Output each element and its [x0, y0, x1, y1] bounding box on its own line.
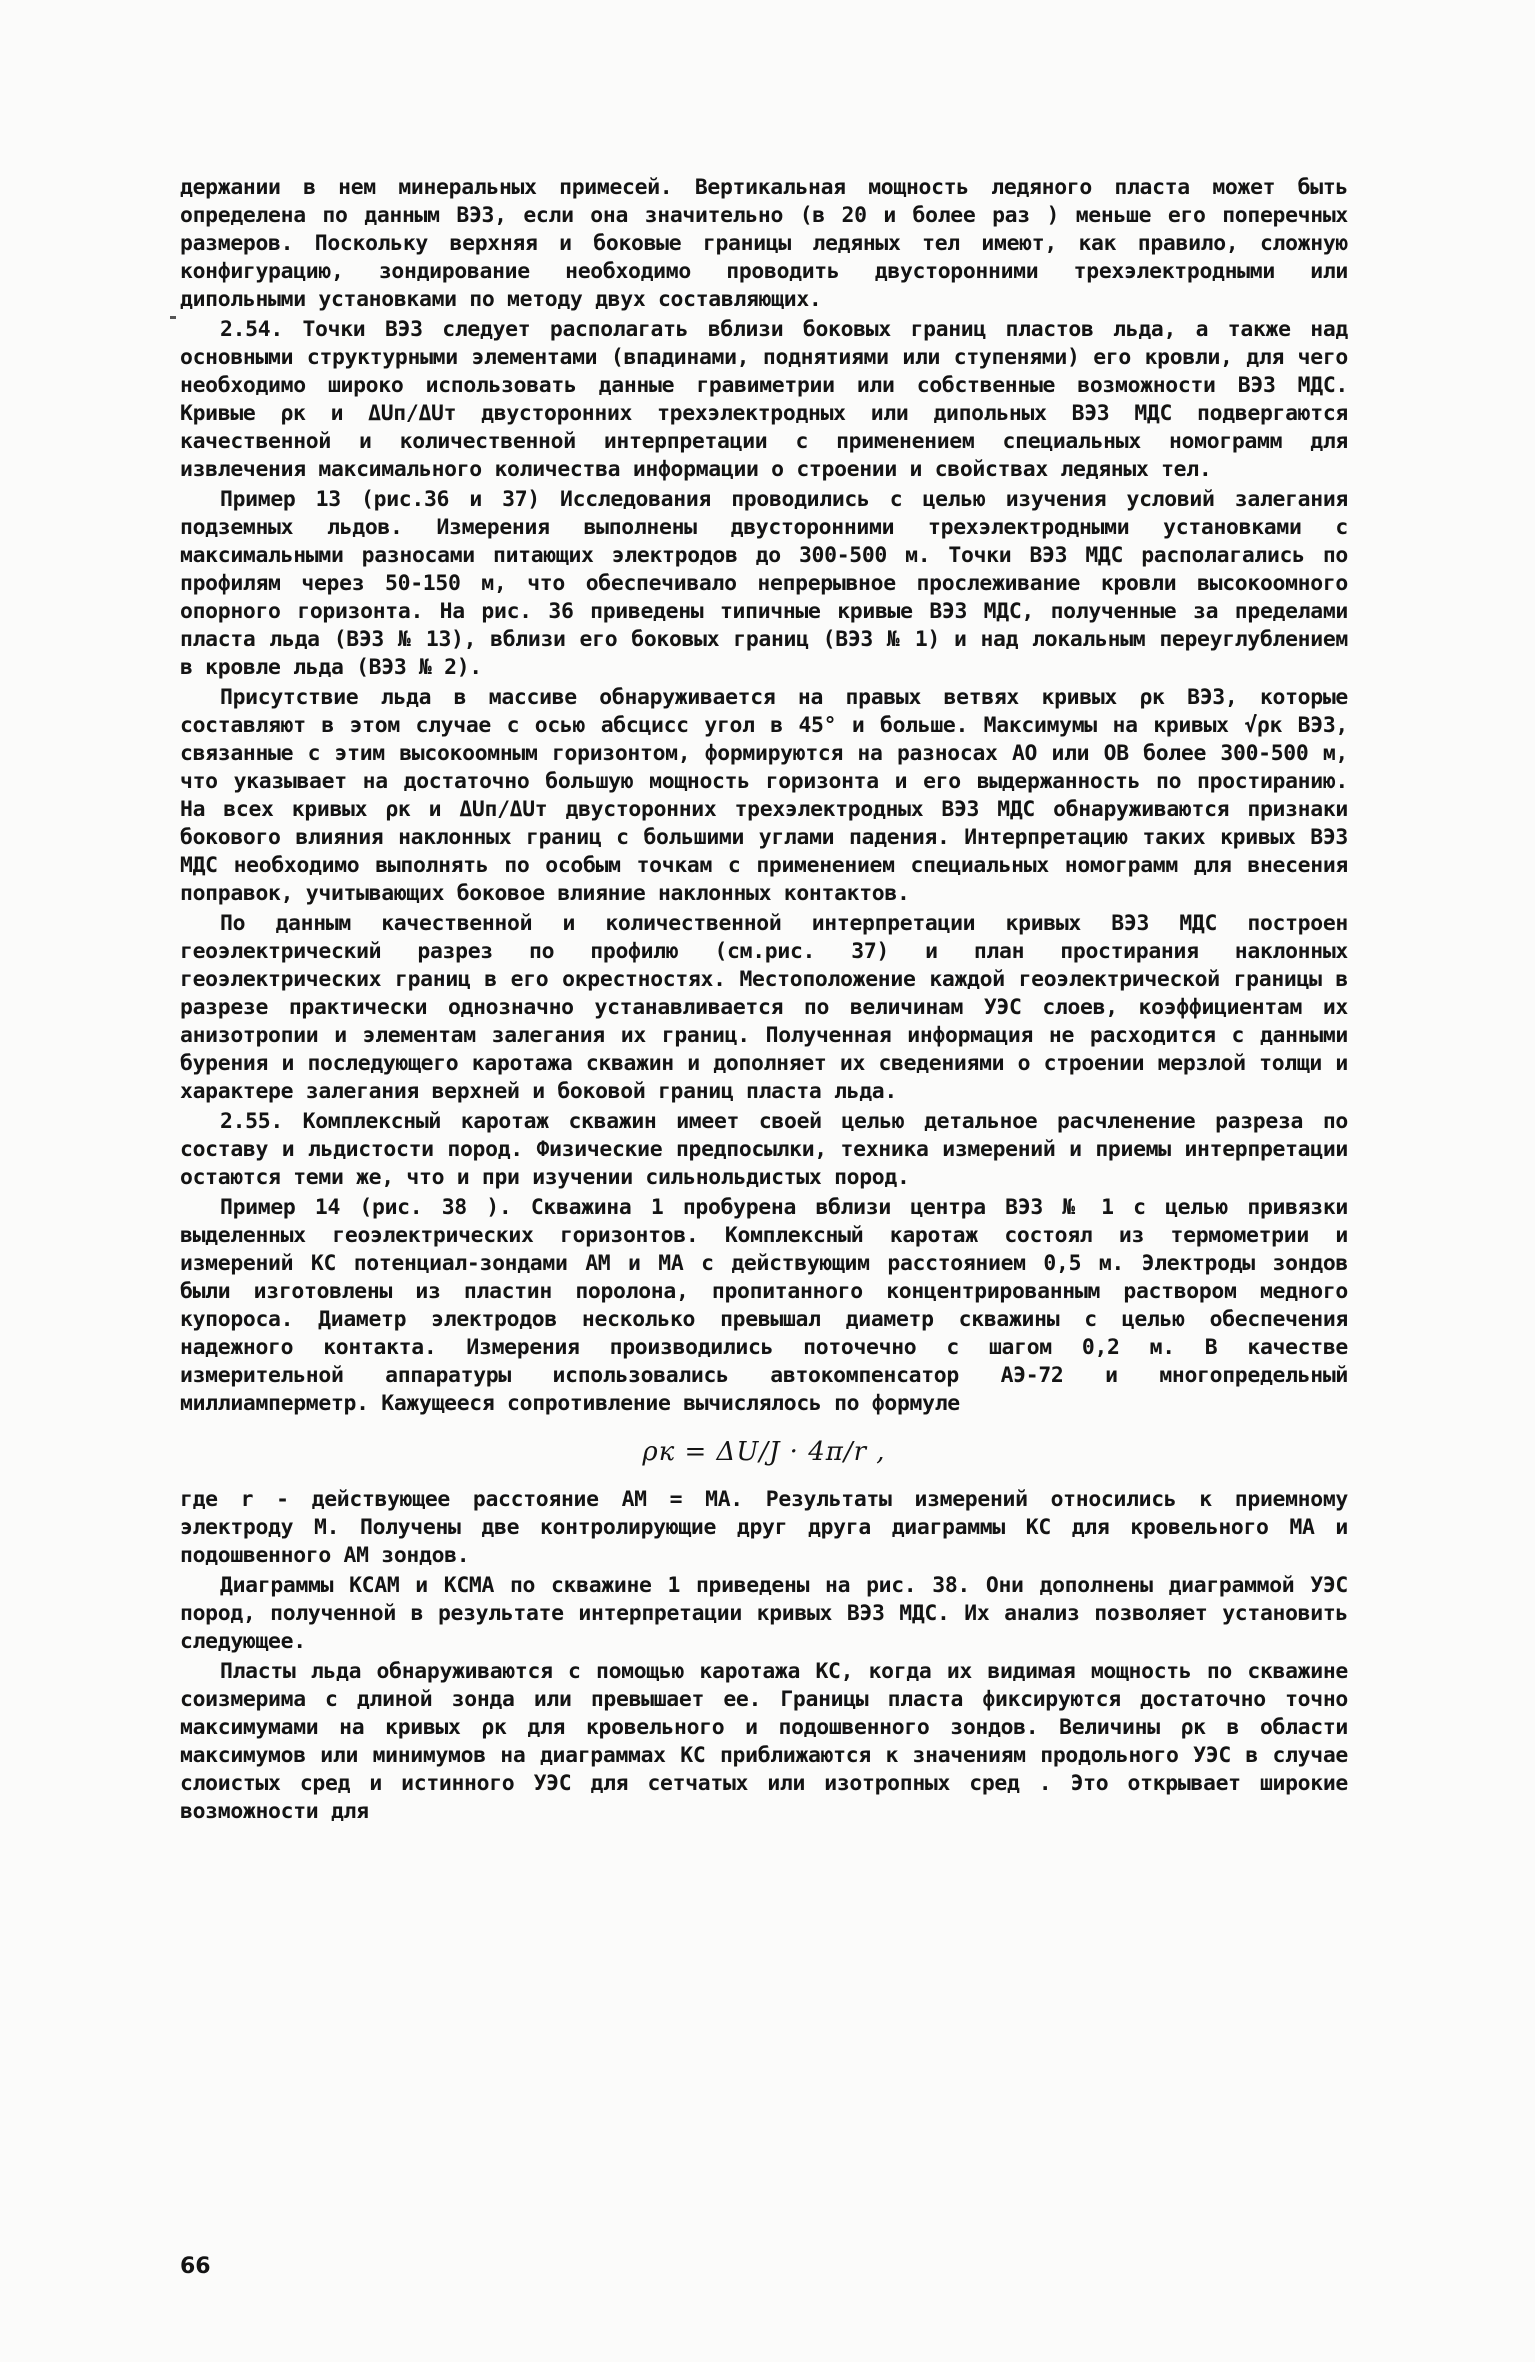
- paragraph-ice-layers: Пласты льда обнаруживаются с помощью каротажа КС, когда их видимая мощность по скважине соизмерима с длиной зонда или превышает ее. Границы пласта фиксируются достаточно точно максимумами на кривых ρк для кровельного и подошвенного зондов. Величины ρк в области максимумов или минимумов на диаграммах КС приближаются к значениям продольного УЭС в случае слоистых сред и истинного УЭС для сетчатых или изотропных сред . Это открывает широкие возможности для: [180, 1659, 1348, 1824]
- paragraph-ice-presence: Присутствие льда в массиве обнаруживается на правых ветвях кривых ρк ВЭЗ, которые составляют в этом случае с осью абсцисс угол в 45° и больше. Максимумы на кривых √ρк ВЭЗ, связанные с этим высокоомным горизонтом, формируются на разносах АО или ОВ более 300-500 м, что указывает на достаточно большую мощность горизонта и его выдержанность по простиранию. На всех кривых ρк и ΔUп/ΔUт двусторонних трехэлектродных ВЭЗ МДС обнаруживаются признаки бокового влияния наклонных границ с большими углами падения. Интерпретацию таких кривых ВЭЗ МДС необходимо выполнять по особым точкам с применением специальных номограмм для внесения поправок, учитывающих боковое влияние наклонных контактов.: [180, 685, 1348, 906]
- paragraph-where: где r - действующее расстояние АМ = МА. Результаты измерений относились к приемному электроду М. Получены две контролирующие друг друга диаграммы КС для кровельного МА и подошвенного АМ зондов.: [180, 1487, 1348, 1568]
- paragraph-2-55: 2.55. Комплексный каротаж скважин имеет своей целью детальное расчленение разреза по составу и льдистости пород. Физические предпосылки, техника измерений и приемы интерпретации остаются теми же, что и при изучении сильнольдистых пород.: [180, 1109, 1348, 1190]
- paragraph-interpretation: По данным качественной и количественной интерпретации кривых ВЭЗ МДС построен геоэлектрический разрез по профилю (см.рис. 37) и план простирания наклонных геоэлектрических границ в его окрестностях. Местоположение каждой геоэлектрической границы в разрезе практически однозначно устанавливается по величинам УЭС слоев, коэффициентам их анизотропии и элементам залегания их границ. Полученная информация не расходится с данными бурения и последующего каротажа скважин и дополняет их сведениями о строении мерзлой толщи и характере залегания верхней и боковой границ пласта льда.: [180, 911, 1348, 1104]
- paragraph-diagrams: Диаграммы КСАМ и КСМА по скважине 1 приведены на рис. 38. Они дополнены диаграммой УЭС пород, полученной в результате интерпретации кривых ВЭЗ МДС. Их анализ позволяет установить следующее.: [180, 1573, 1348, 1654]
- paragraph-continuation: держании в нем минеральных примесей. Вертикальная мощность ледяного пласта может быть определена по данным ВЭЗ, если она значительно (в 20 и более раз ) меньше его поперечных размеров. Поскольку верхняя и боковые границы ледяных тел имеют, как правило, сложную конфигурацию, зондирование необходимо проводить двусторонними трехэлектродными или дипольными установками по методу двух составляющих.: [180, 175, 1348, 312]
- paragraph-example-13: Пример 13 (рис.36 и 37) Исследования проводились с целью изучения условий залегания подземных льдов. Измерения выполнены двусторонними трехэлектродными установками с максимальными разносами питающих электродов до 300-500 м. Точки ВЭЗ МДС располагались по профилям через 50-150 м, что обеспечивало непрерывное прослеживание кровли высокоомного опорного горизонта. На рис. 36 приведены типичные кривые ВЭЗ МДС, полученные за пределами пласта льда (ВЭЗ № 13), вблизи его боковых границ (ВЭЗ № 1) и над локальным переуглублением в кровле льда (ВЭЗ № 2).: [180, 487, 1348, 680]
- scan-mark: [170, 316, 176, 319]
- body-text: [180, 174, 1348, 1828]
- resistivity-formula: ρк = ΔU/J · 4π/r ,: [642, 1437, 886, 1467]
- paragraph-2-54: 2.54. Точки ВЭЗ следует располагать вблизи боковых границ пластов льда, а также над основными структурными элементами (впадинами, поднятиями или ступенями) его кровли, для чего необходимо широко использовать данные гравиметрии или собственные возможности ВЭЗ МДС. Кривые ρк и ΔUп/ΔUт двусторонних трехэлектродных или дипольных ВЭЗ МДС подвергаются качественной и количественной интерпретации с применением специальных номограмм для извлечения максимального количества информации о строении и свойствах ледяных тел.: [180, 317, 1348, 482]
- page-number: 66: [180, 2254, 211, 2279]
- paragraph-example-14: Пример 14 (рис. 38 ). Скважина 1 пробурена вблизи центра ВЭЗ № 1 с целью привязки выделенных геоэлектрических горизонтов. Комплексный каротаж состоял из термометрии и измерений КС потенциал-зондами АМ и МА с действующим расстоянием 0,5 м. Электроды зондов были изготовлены из пластин поролона, пропитанного концентрированным раствором медного купороса. Диаметр электродов несколько превышал диаметр скважины с целью обеспечения надежного контакта. Измерения производились поточечно с шагом 0,2 м. В качестве измерительной аппаратуры использовались автокомпенсатор АЭ-72 и многопредельный миллиамперметр. Кажущееся сопротивление вычислялось по формуле: [180, 1195, 1348, 1416]
